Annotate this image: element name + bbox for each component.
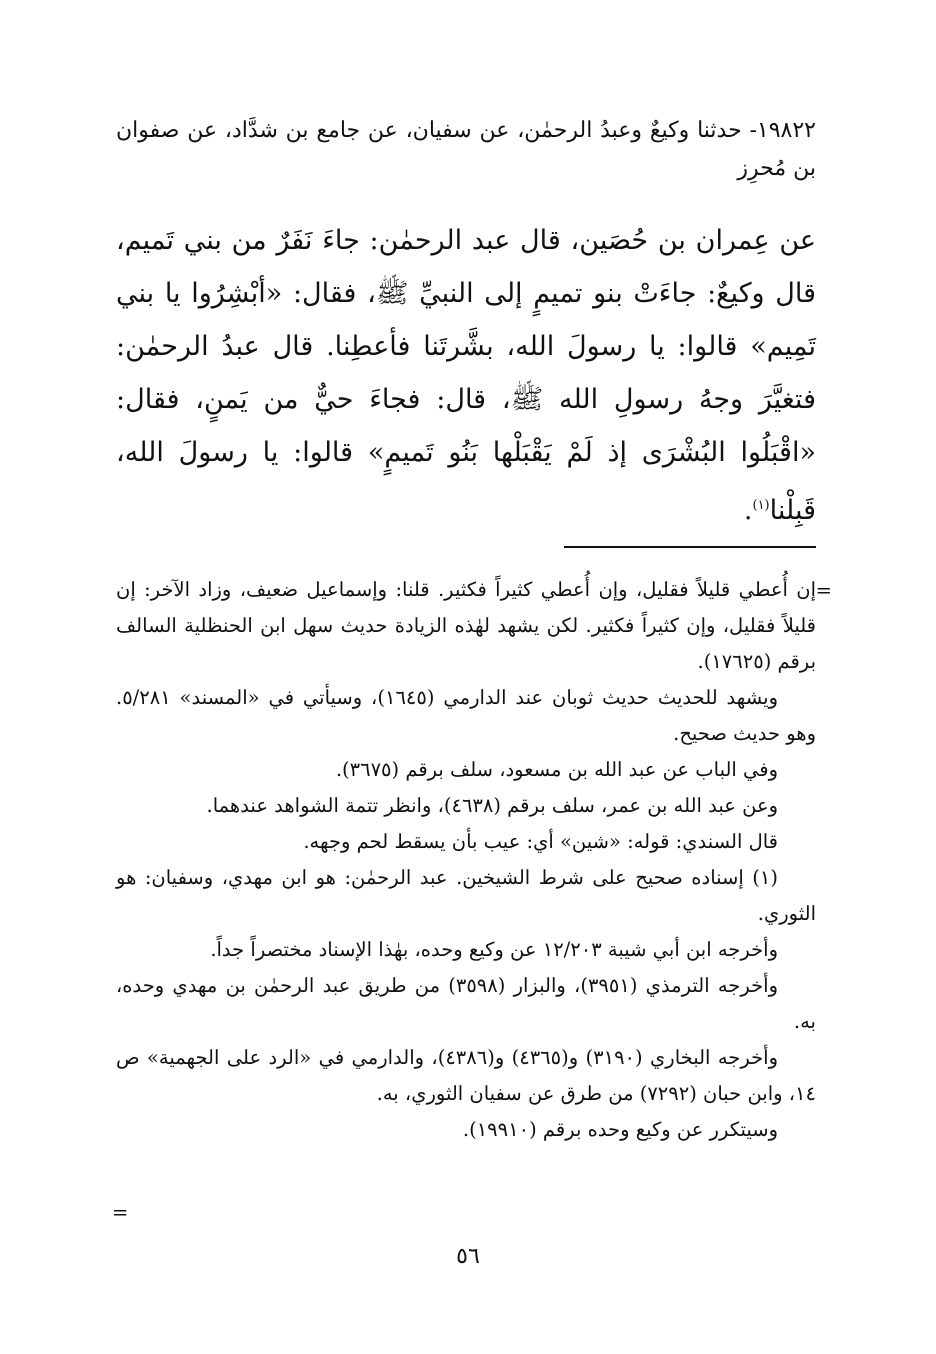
footnote-line: قال السندي: قوله: «شين» أي: عيب بأن يسقط لحم وجهه. — [303, 830, 778, 853]
footnote-continues-mark: = — [112, 1201, 129, 1224]
footnote-reference: (١) — [752, 498, 770, 513]
hadith-matn-text: عن عِمران بن حُصَين، قال عبد الرحمٰن: جاءَ نَفَرٌ من بني تَميم، قال وكيعٌ: جاءَتْ بنو تميمٍ إلى النبيِّ ﷺ، فقال: «أبْشِرُوا يا بني تَمِيم» قالوا: يا رسولَ الله، بشَّرتَنا فأعطِنا. قال عبدُ الرحمٰن: فتغيَّرَ وجهُ رسولِ الله ﷺ، قال: فجاءَ حيٌّ من يَمنٍ، فقال: «اقْبَلُوا البُشْرَى إذ لَمْ يَقْبَلْها بَنُو تَميمٍ» قالوا: يا رسولَ الله، قَبِلْنا — [116, 225, 816, 526]
page-number: ٥٦ — [456, 1244, 480, 1269]
footnote-line: وسيتكرر عن وكيع وحده برقم (١٩٩١٠). — [462, 1118, 778, 1141]
footnote-line: وأخرجه البخاري (٣١٩٠) و(٤٣٦٥) و(٤٣٨٦)، والدارمي في «الرد على الجهمية» ص ١٤، وابن حبان (٧٢٩٢) من طرق عن سفيان الثوري، به. — [116, 1046, 816, 1105]
footnote-line: وعن عبد الله بن عمر، سلف برقم (٤٦٣٨)، وانظر تتمة الشواهد عندهما. — [206, 794, 778, 817]
hadith-sanad-text: ١٩٨٢٢- حدثنا وكيعٌ وعبدُ الرحمٰن، عن سفيان، عن جامع بن شدَّاد، عن صفوان بن مُحرِز — [116, 118, 816, 181]
hadith-chain — [116, 112, 816, 188]
footnote-separator — [564, 546, 816, 548]
hadith-text — [116, 214, 816, 537]
footnote-line: (١) إسناده صحيح على شرط الشيخين. عبد الرحمٰن: هو ابن مهدي، وسفيان: هو الثوري. — [116, 866, 816, 925]
hadith-matn-paragraph: عن عِمران بن حُصَين، قال عبد الرحمٰن: جاءَ نَفَرٌ من بني تَميم، قال وكيعٌ: جاءَتْ بنو تميمٍ إلى النبيِّ ﷺ، فقال: «أبْشِرُوا يا بني تَمِيم» قالوا: يا رسولَ الله، بشَّرتَنا فأعطِنا. قال عبدُ الرحمٰن: فتغيَّرَ وجهُ رسولِ الله ﷺ، قال: فجاءَ حيٌّ من يَمنٍ، فقال: «اقْبَلُوا البُشْرَى إذ لَمْ يَقْبَلْها بَنُو تَميمٍ» قالوا: يا رسولَ الله، قَبِلْنا$^{(١)}$. — [116, 225, 816, 526]
footnote-line: وأخرجه ابن أبي شيبة ١٢/٢٠٣ عن وكيع وحده، بهٰذا الإسناد مختصراً جداً. — [210, 938, 778, 961]
footnotes — [116, 572, 816, 1148]
footnote-line: إن أُعطي قليلاً فقليل، وإن أُعطي كثيراً فكثير. قلنا: وإسماعيل ضعيف، وزاد الآخر: إن قليلاً فقليل، وإن كثيراً فكثير. لكن يشهد لهٰذه الزيادة حديث سهل ابن الحنظلية السالف برقم (١٧٦٢٥). — [116, 578, 816, 673]
footnote-continued-mark: = — [815, 579, 832, 602]
footnote-line: ويشهد للحديث حديث ثوبان عند الدارمي (١٦٤٥)، وسيأتي في «المسند» ٥/٢٨١. وهو حديث صحيح. — [116, 686, 816, 745]
footnote-line: وفي الباب عن عبد الله بن مسعود، سلف برقم (٣٦٧٥). — [335, 758, 778, 781]
footnote-line: وأخرجه الترمذي (٣٩٥١)، والبزار (٣٥٩٨) من طريق عبد الرحمٰن بن مهدي وحده، به. — [116, 974, 816, 1033]
